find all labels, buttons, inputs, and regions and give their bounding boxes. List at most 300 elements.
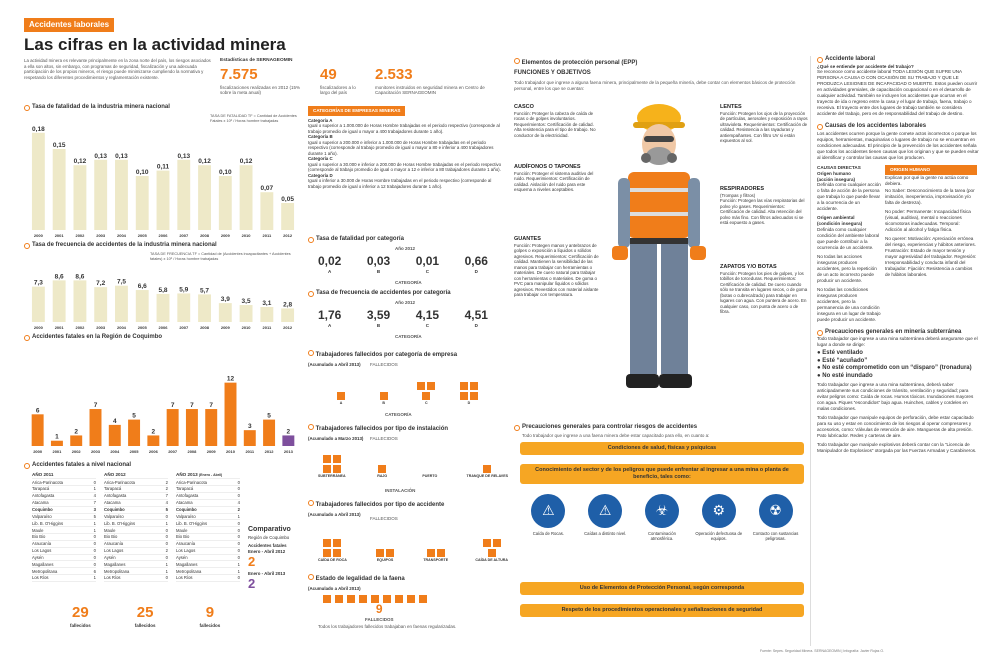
region-value: 5 (165, 507, 168, 512)
chart-bar (73, 280, 86, 322)
tfreq-values (318, 308, 488, 329)
causa-no-saber: No Saber: Desconocimiento de la tarea (por imitación, inexperiencia, improvisación y/o falta de destreza). (885, 188, 975, 206)
fatality-square (470, 392, 478, 400)
guantes-title: GUANTES (514, 236, 541, 242)
cat-a-text: Igual o superior a 1.000.000 de Horas Hombre trabajadas en el periodo respectivo (corresponde al trabajo promedio de igual o mayor a 400 trabajadores durante 1 año). (308, 123, 500, 134)
category-value (367, 308, 390, 329)
region-value: 1 (93, 520, 96, 526)
fcat-title-text: Trabajadores fallecidos por categoría de empresa (315, 352, 458, 358)
chart-bar (136, 176, 149, 230)
table-row (32, 527, 96, 534)
fatality-title (24, 104, 170, 112)
chart-data-label: 2,8 (283, 301, 293, 309)
cat-c-text: Igual o superior a 30.000 e inferior a 200.000 de Horas Hombre trabajadas en el periodo respectivo (corresponde al trabajo promedio de igual o mayor a 12 e inferior a 80 trabajadores durante 1 año). (308, 161, 502, 173)
chart-tick-label: 2002 (75, 325, 85, 330)
hazard-icon: ⚙ (702, 494, 736, 528)
region-name: Los Lagos (32, 548, 52, 554)
frequency-formula: TASA DE FRECUENCIA TF = Cantidad de (Accidentes incapacitantes + Accidentes fatales) x 10⁶ / Horas hombre trabajadas (150, 252, 291, 261)
chart-tick-label: 2012 (283, 233, 293, 238)
tfreq-title-text: Tasa de frecuencia de accidentes por categoría (316, 290, 451, 296)
category-number: 0,02 (318, 254, 342, 268)
region-name: Aysén (176, 554, 188, 560)
category-value (318, 308, 341, 329)
category-letter: D (474, 269, 478, 274)
table-row (104, 507, 168, 514)
chart-tick-label: 2006 (158, 325, 168, 330)
square-label: A (339, 400, 343, 405)
facc-label: FALLECIDOS (370, 516, 398, 521)
chart-data-label: 3,1 (262, 299, 272, 307)
facc-title (308, 500, 444, 517)
bullet-icon (308, 350, 314, 356)
chart-bar (281, 308, 294, 322)
table-row (32, 548, 96, 555)
bullet-icon (308, 500, 314, 506)
coquimbo-chart (28, 372, 298, 454)
region-name: Atacama (104, 500, 121, 506)
fatality-square (333, 539, 341, 547)
category-number: 4,51 (464, 308, 488, 322)
table-row (32, 534, 96, 541)
region-name: Maule (32, 527, 44, 533)
cat-b-label: Categoría B (308, 134, 333, 140)
origen-humano-label: Origen humano (817, 170, 851, 176)
fatality-square (323, 549, 331, 557)
chart-tick-label: 2003 (91, 449, 100, 454)
chart-data-label: 0,12 (239, 158, 253, 166)
table-row (104, 575, 168, 582)
respiradores-text: Función: Protegen las vías respiratorias del polvo y/o gases. Requerimientos: Certificación de calidad. Alta retención del polvo más fino. Con filtros adecuados si se está expuesto a gases. (720, 198, 805, 226)
fatality-square (323, 455, 331, 463)
chart-bar (186, 409, 198, 446)
table-row (176, 507, 240, 514)
region-name: Los Ríos (176, 575, 193, 581)
comparativo-period-2: Enero - Abril 2013 (248, 570, 286, 576)
chart-bar (147, 435, 159, 446)
table-row (104, 527, 168, 534)
chart-data-label: 8,6 (75, 273, 85, 281)
fatality-title-text: Tasa de fatalidad de la industria minera nacional (32, 104, 170, 110)
hazard-icon: ⚠ (531, 494, 565, 528)
region-value: 0 (165, 527, 168, 533)
hazard-icon: ☣ (645, 494, 679, 528)
legal-footnote: Todos los trabajadores fallecidos trabajaban en faenas regularizadas. (318, 624, 457, 629)
chart-data-label: 8,6 (54, 273, 64, 281)
national-totals (70, 604, 220, 628)
stat-fiscalizadores: 49 (320, 65, 337, 83)
region-value: 0 (237, 527, 240, 533)
origen-ambiental-label: Origen ambiental (817, 215, 855, 221)
table-row (32, 561, 96, 568)
accidente-title-text: Accidente laboral (825, 56, 876, 62)
hazard-label: Caídas a distinto nivel. (584, 531, 627, 536)
chart-bar (70, 435, 82, 446)
comparativo-value-1: 2 (248, 554, 256, 570)
chart-data-label: 6,6 (137, 283, 147, 291)
chart-tick-label: 2006 (148, 449, 158, 454)
bullet-icon (308, 237, 314, 243)
sub-bullet-1: ● Esté ventilado (817, 350, 863, 357)
coquimbo-title (24, 334, 162, 342)
cat-d-label: Categoría D (308, 172, 333, 178)
fatality-square (488, 549, 496, 557)
region-value: 2 (165, 548, 168, 554)
chart-data-label: 0,10 (218, 169, 232, 176)
table-row (176, 548, 240, 555)
chart-tick-label: 2005 (137, 233, 147, 238)
category-value (318, 254, 341, 275)
region-name: Los Lagos (104, 548, 124, 554)
category-number: 3,59 (366, 308, 391, 322)
table-row (176, 500, 240, 507)
fcat-axis: CATEGORÍA (385, 412, 412, 417)
year-2013-header: AÑO 2013 (176, 472, 198, 478)
chart-tick-label: 2004 (117, 233, 126, 238)
prec-box-conocimiento: Conocimiento del sector y de los peligros que puede enfrentar al ingresar a una mina o planta de beneficio, tales como: (520, 464, 804, 484)
square-label: SUBTERRÁNEA (318, 473, 346, 478)
tfreq-title (308, 290, 451, 298)
table-row (32, 493, 96, 500)
table-row (176, 568, 240, 575)
comparativo-period-1: Enero - Abril 2012 (248, 548, 286, 554)
origen-ambiental-sub: (condición insegura) (817, 221, 863, 227)
fatality-square (333, 465, 341, 473)
chart-tick-label: 2001 (54, 325, 64, 330)
region-value: 0 (93, 561, 96, 567)
region-name: Arica-Parinacota (32, 479, 63, 485)
chart-bar (219, 303, 232, 322)
square-label: PUERTO (422, 473, 438, 478)
category-letter: C (425, 269, 430, 274)
region-name: Valparaíso (176, 513, 196, 519)
region-value: 4 (93, 493, 96, 499)
subterranea-p3: Todo trabajador que manipule explosivos deberá contar con la “Licencia de Manipulador de Explosivos” otorgada por las Fuerzas Armadas y Carabineros. (817, 441, 977, 453)
sub-bullet-2: ● Esté “acuñado” (817, 357, 868, 364)
table-row (104, 548, 168, 555)
facc-chart (318, 526, 508, 562)
region-name: Maule (104, 527, 116, 533)
region-value: 0 (237, 554, 240, 560)
casco-text: Función: Proteger la cabeza de caída de rocas o de golpes involuntarios. Requerimientos: Certificación de calidad. Alta resistencia para el tipo de trabajo. No conductor de la electricidad. (514, 110, 596, 138)
chart-bar (32, 133, 45, 230)
region-value: 2 (237, 507, 240, 512)
chart-data-label: 0,12 (198, 158, 211, 166)
region-value: 0 (237, 493, 240, 499)
region-value: 0 (165, 541, 168, 547)
category-number: 4,15 (415, 308, 440, 322)
square-label: CAÍDA DE ROCA (318, 557, 347, 562)
region-name: Antofagasta (32, 493, 55, 499)
fcat-chart (330, 375, 480, 405)
chart-bar (219, 176, 232, 230)
region-name: Araucanía (104, 541, 124, 547)
chart-data-label: 7,5 (116, 278, 126, 286)
region-name: Coquimbo (32, 507, 53, 512)
total-label: fallecidos (70, 622, 91, 628)
chart-tick-label: 2008 (200, 325, 209, 330)
origen-ambiental-text: Definida como cualquier condición del ambiente laboral que puede contribuir a la ocurrencia de un accidente. (817, 227, 880, 251)
causas-title-text: Causas de los accidentes laborales (825, 123, 927, 130)
chart-tick-label: 2000 (33, 325, 43, 330)
square-column (458, 381, 480, 405)
chart-tick-label: 2009 (220, 325, 230, 330)
square-label: TRANQUE DE RELAVES (466, 473, 508, 478)
fcat-sub: (Acumulado a Abril 2013) (308, 361, 361, 367)
total-2011: 29 (72, 604, 89, 621)
chart-bar (260, 307, 273, 322)
chart-data-label: 12 (226, 375, 235, 383)
region-name: Coquimbo (104, 507, 125, 512)
cat-d-text: Igual o inferior a 30.000 de Horas Hombre trabajadas en el periodo respectivo (corresponde al trabajo promedio de igual o inferior a 12 trabajadores durante 1 año). (308, 178, 492, 189)
lentes-text: Función: Protegen los ojos de la proyección de partículas, aerosoles y exposición a rayos ultravioleta. Requerimientos: Certificación de calidad. Resistencia a las rayaduras y antiempañantes. Con filtro UV si están expuestos al sol. (720, 110, 808, 144)
square-label: EQUIPOS (376, 557, 394, 562)
facc-title-text: Trabajadores fallecidos por tipo de accidente (315, 502, 445, 508)
table-row (32, 541, 96, 548)
square-label: RAJO (377, 473, 388, 478)
guantes-text: Función: Protegen manos y antebrazos de golpes o exposición a líquidos o sólidos agresivos. Requerimientos: Certificación de calidad. Mantienen la sensibilidad de las manos para trabajar con herramientas o materiales. De cuero natural para trabajar con herramientas o materiales. De goma o PVC para manipular líquidos o sólidos agresivos. Revestidos con material aislante para trabajar con temperatura. (514, 242, 599, 298)
cat-a-label: Categoría A (308, 117, 333, 123)
comparativo-value-2: 2 (248, 576, 256, 591)
square-label: TRANSPORTE (423, 557, 449, 562)
chart-bar (115, 160, 128, 230)
category-letter: B (376, 269, 381, 274)
chart-data-label: 0,18 (32, 125, 45, 133)
stat-monitores: 2.533 (375, 65, 413, 83)
comparativo-title: Comparativo (248, 526, 291, 533)
chart-tick-label: 2012 (264, 449, 274, 454)
square-column (330, 391, 352, 405)
table-row (104, 555, 168, 562)
region-name: Lib. B. O'Higgins (104, 520, 136, 526)
hazard-label: Operación defectuosa de equipos. (695, 531, 743, 542)
legal-chart (322, 594, 472, 604)
zapatos-text: Función: Protegen los pies de golpes, y los tobillos de torceduras. Requerimientos: Certificación de calidad. De cuero cuando sólo se transita en lugares secos, o de goma (botas o cubrecalzado) para trabajar en lugares con agua. Con puntera de acero. En cualquier caso, con punta de acero o de fibra. (720, 270, 808, 315)
table-row (104, 561, 168, 568)
chart-bar (51, 441, 63, 446)
chart-bar (157, 294, 170, 322)
national-table (32, 472, 242, 582)
chart-bar (53, 149, 66, 230)
causas-text: Los accidentes ocurren porque la gente comete actos incorrectos o porque los equipos, herramientas, maquinarias o lugares de trabajo no se encuentran en condiciones adecuadas. El principio de la prevención de los accidentes señala que todos los accidentes tienen causas que los originan y que se pueden evitar al identificar y controlar las causas que los producen. (817, 130, 979, 160)
table-row (176, 575, 240, 582)
epp-audifonos (514, 164, 599, 193)
region-value: 2 (165, 486, 168, 492)
lentes-title: LENTES (720, 104, 742, 110)
table-row (176, 493, 240, 500)
chart-data-label: 0,07 (260, 185, 274, 193)
table-row (104, 568, 168, 575)
region-value: 1 (237, 568, 240, 574)
zapatos-title: ZAPATOS Y/O BOTAS (720, 264, 777, 270)
hazard-item (694, 494, 744, 542)
chart-tick-label: 2000 (33, 233, 43, 238)
table-row (32, 479, 96, 486)
facc-sub: (Acumulado a Abril 2013) (308, 511, 361, 517)
region-name: Metropolitana (176, 568, 202, 574)
stat-monitores-label: monitores instruidos en seguridad minera en Centro de Capacitación SERNAGEOMIN (375, 84, 485, 96)
table-row (32, 520, 96, 527)
chart-bar (177, 160, 190, 230)
chart-data-label: 0,10 (135, 169, 149, 176)
table-row (104, 541, 168, 548)
epp-casco (514, 104, 599, 138)
fatality-square (417, 382, 425, 390)
category-letter: B (376, 323, 381, 328)
hazard-item (637, 494, 687, 542)
region-value: 0 (93, 534, 96, 540)
bullet-icon (24, 243, 30, 249)
region-value: 2 (165, 479, 168, 485)
stats-title: Estadísticas de SERNAGEOMIN (220, 58, 293, 63)
table-row (176, 534, 240, 541)
category-number: 0,01 (415, 254, 440, 268)
source-note: Fuente: Sepes. Seguridad Minera. SERNAGEOMIN | Infografía: Javier Rojas O. (760, 649, 885, 653)
categorias-title: CATEGORÍAS DE EMPRESAS MINERAS (308, 106, 405, 116)
chart-bar (198, 165, 211, 230)
fatality-square (380, 392, 388, 400)
hazard-label: Caída de Rocas. (532, 531, 564, 536)
frequency-title-text: Tasa de frecuencia de accidentes de la industria minera nacional (32, 242, 217, 248)
intro-text: La actividad minera es relevante principalmente en la zona norte del país, los riesgos asociados a ella son altos, sin embargo, con programas de seguridad, fiscalización y una adecuada participación de los propios mineros, el riesgo puede minimizarse cumpliendo la normativa y respetando los diferentes procedimientos y reglamentación existente. (24, 58, 211, 80)
table-row (104, 514, 168, 521)
region-value: 0 (165, 554, 168, 560)
respiradores-title: RESPIRADORES (720, 186, 765, 192)
square-column (318, 538, 347, 562)
chart-data-label: 5 (267, 412, 271, 420)
table-row (176, 541, 240, 548)
stats-block (220, 58, 510, 96)
comparativo-sub2: Accidentes fatales (248, 543, 287, 549)
cat-c-label: Categoría C (308, 156, 333, 162)
chart-data-label: 0,13 (94, 152, 108, 160)
fatality-square (386, 549, 394, 557)
accidente-text: Se reconoce como accidente laboral TODA LESIÓN QUE SUFRE UNA PERSONA A CAUSA O CON OCASIÓN DE SU TRABAJO Y QUE LE PRODUZCA LESIONES DE INCAPACIDAD O MUERTE. Estos pueden ocurrir en actividades gremiales, de capacitación ocupacional o en el desarrollo de cualquier actividad. También se incluyen los accidentes que ocurran en el trayecto de ida o regreso entre la casa y el lugar de trabajo, faena, trabajo o recesiva. El trayecto entre dos lugares de trabajo también se considera accidente del trabajo, pero es de responsabilidad del trabajo de destino. (817, 69, 978, 117)
chart-bar (157, 171, 170, 230)
fatality-square (427, 382, 435, 390)
region-value: 0 (237, 575, 240, 581)
square-column (415, 381, 437, 405)
chart-data-label: 2 (286, 428, 291, 436)
chart-data-label: 2 (74, 428, 79, 436)
region-value: 1 (165, 561, 168, 567)
fatality-square (378, 465, 386, 473)
region-value: 0 (237, 520, 240, 526)
region-value: 0 (93, 541, 96, 547)
origen-humano-sub: (acción insegura) (817, 176, 856, 182)
right-column (810, 56, 980, 646)
tfcat-title-text: Tasa de fatalidad por categoría (316, 236, 404, 242)
table-row (176, 486, 240, 493)
chart-data-label: 5 (132, 412, 136, 420)
region-name: Los Lagos (176, 548, 196, 554)
table-row (104, 534, 168, 541)
region-value: 1 (93, 527, 96, 533)
chart-tick-label: 2008 (187, 449, 197, 454)
chart-data-label: 5,8 (158, 286, 168, 294)
region-value: 0 (93, 479, 96, 485)
fatality-square (437, 549, 445, 557)
square-column (318, 454, 346, 478)
frequency-title (24, 242, 217, 250)
national-title-text: Accidentes fatales a nivel nacional (32, 462, 132, 468)
region-value: 0 (237, 534, 240, 540)
epp-intro: Todo trabajador que ingrese a alguna faena minera, principalmente de la pequeña minería, debe contar con elementos básicos de protección personal, entre los que se cuentan: (514, 80, 796, 91)
sub-bullet-1-text: Esté ventilado (822, 350, 863, 357)
legal-title-text: Estado de legalidad de la faena (315, 576, 405, 582)
sub-bullet-2-text: Esté “acuñado” (822, 357, 868, 364)
legal-value: 9 (375, 602, 383, 616)
square-label: B (382, 400, 385, 405)
prec-title-text: Precauciones generales para controlar riesgos de accidentes (522, 424, 698, 430)
table-row (32, 500, 96, 507)
chart-tick-label: 2000 (33, 449, 43, 454)
subterranea-p2: Todo trabajador que manipule equipos de perforación, debe estar capacitado para su uso y estar en conocimiento de los riesgos al operar compresores y accesorios, como: Válvulas de retención de aire. Mangueras de alta presión. Pato lubricador. Redes y carteras de aire. (817, 415, 974, 438)
chart-bar (73, 165, 86, 230)
region-name: Maule (176, 527, 188, 533)
sub-bullet-3: ● No esté comprometido con un “disparo” (tronadura) (817, 365, 972, 372)
respiradores-sub: (Trompas y filtros) (720, 192, 756, 198)
sub-bullet-4-text: No esté inundado (822, 372, 873, 379)
table-row (104, 479, 168, 486)
finst-label: FALLECIDOS (370, 436, 398, 441)
chart-bar (205, 409, 217, 446)
chart-tick-label: 2006 (158, 233, 168, 238)
category-value (465, 308, 488, 329)
chart-data-label: 0,13 (177, 152, 191, 160)
region-value: 0 (237, 548, 240, 554)
epp-title (514, 58, 637, 77)
chart-data-label: 7 (209, 402, 214, 410)
square-column (374, 548, 396, 562)
legal-square (347, 595, 355, 603)
fatality-square (460, 382, 468, 390)
region-name: Antofagasta (176, 493, 199, 499)
chart-tick-label: 2004 (117, 325, 126, 330)
finst-axis: INSTALACIÓN (385, 488, 416, 493)
region-value: 7 (165, 493, 168, 499)
chart-data-label: 2 (151, 428, 156, 436)
chart-tick-label: 2011 (245, 449, 255, 454)
epp-sub: FUNCIONES Y OBJETIVOS (514, 69, 591, 76)
fatality-square (376, 549, 384, 557)
causas-directas: CAUSAS DIRECTAS (817, 164, 861, 170)
chart-bar (263, 420, 275, 446)
square-label: D (467, 400, 471, 405)
total-2012: 25 (136, 604, 154, 621)
table-row (176, 561, 240, 568)
causas-note-1: No todas las acciones inseguras producen accidentes, pero la repetición de un acto incorrecto puede producir un accidente. (817, 254, 877, 283)
table-row (32, 507, 96, 514)
comparativo-block (248, 526, 308, 592)
prec-title (514, 424, 697, 432)
chart-tick-label: 2008 (200, 233, 209, 238)
bullet-icon (24, 335, 30, 341)
legal-square (323, 595, 331, 603)
chart-bar (32, 414, 44, 446)
bullet-icon (514, 58, 520, 64)
chart-bar (94, 160, 107, 230)
chart-tick-label: 2010 (241, 233, 251, 238)
region-value: 0 (237, 541, 240, 547)
hazard-label: Contacto con sustancias peligrosas. (752, 531, 799, 542)
category-value (416, 308, 439, 329)
coquimbo-title-text: Accidentes fatales en la Región de Coquimbo (32, 334, 163, 340)
fatality-square (333, 455, 341, 463)
category-value (416, 254, 439, 275)
total-label: fallecidos (134, 622, 156, 628)
table-row (32, 486, 96, 493)
region-value: 1 (93, 486, 96, 492)
